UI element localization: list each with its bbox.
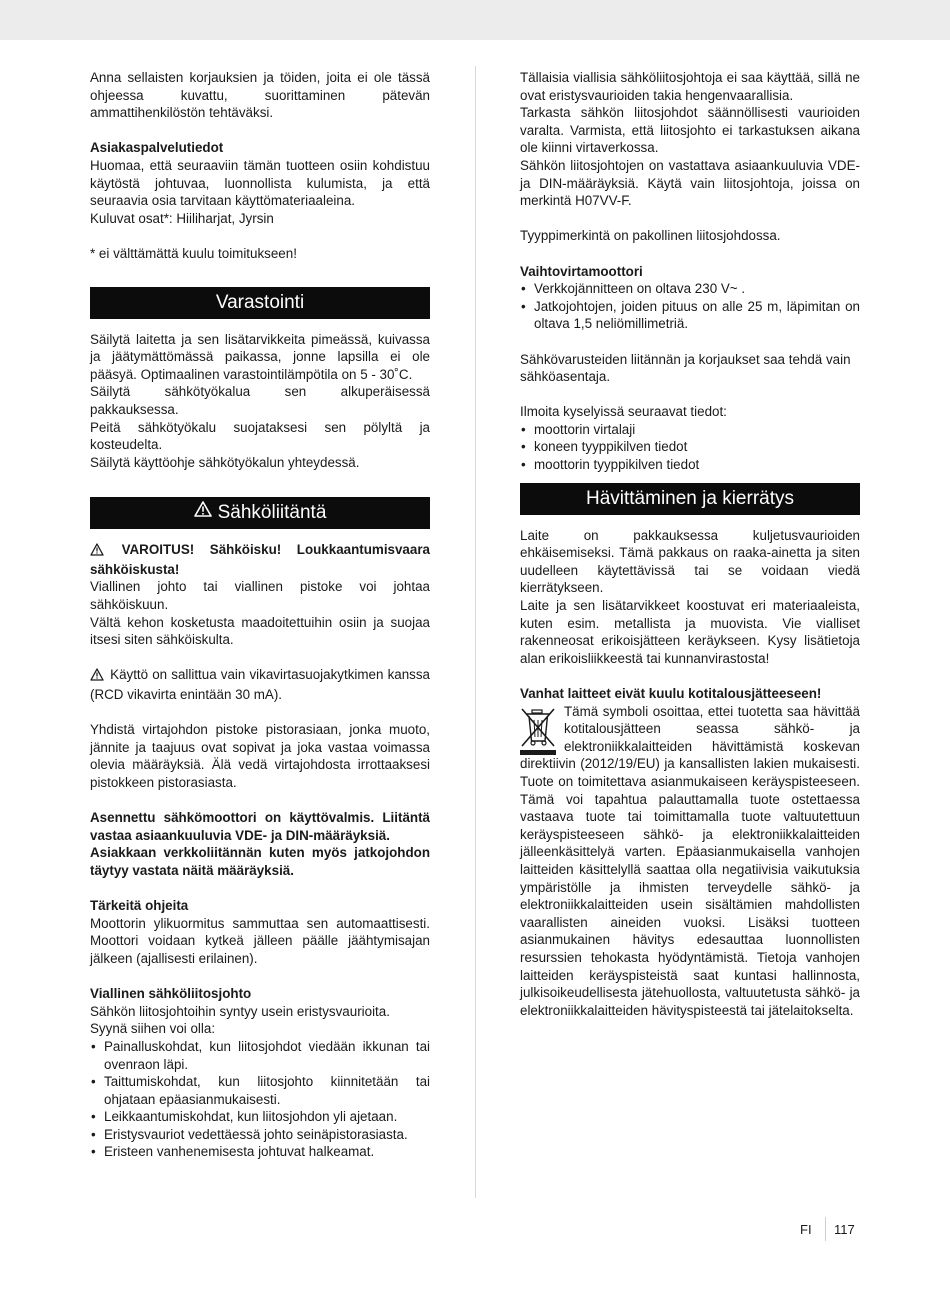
- right-column: [520, 69, 860, 1019]
- electrical-heading: [90, 497, 430, 529]
- page-number: 117: [834, 1222, 855, 1237]
- important-heading: Tärkeitä ohjeita: [90, 898, 189, 914]
- storage-heading: [90, 287, 430, 319]
- ac-motor-heading: Vaihtovirtamoottori: [520, 263, 643, 279]
- service-paragraph: Huomaa, että seuraaviin tämän tuotteen osiin kohdistuu käytöstä johtuvaa, luonnollista kulumista, ja että seuraavia osia tarvitaan käyttömateriaaleina.: [90, 157, 430, 209]
- disposal-paragraph-2: Laite ja sen lisätarvikkeet koostuvat eri materiaaleista, kuten esim. metallista ja muovista. Vie vialliset rakenneosat erikoisjätteen keräykseen. Kysy lisätietoja alan erikoisliikkeestä tai kunnanvirastosta!: [520, 598, 860, 666]
- electrician-paragraph: Sähkövarusteiden liitännän ja korjaukset saa tehdä vain sähköasentaja.: [520, 351, 851, 385]
- list-item: • moottorin virtalaji: [520, 421, 860, 439]
- rcd-paragraph: [90, 666, 430, 703]
- list-item: • Verkkojännitteen on oltava 230 V~ .: [520, 280, 860, 298]
- weee-paragraph: Tämä symboli osoittaa, ettei tuotetta saa hävittää kotitalousjätteen seassa sähkö- ja elektroniikkalaitteiden hävittämistä koskevan direktiivin (2012/19/EU) ja kansallisten lakien mukaisesti. Tuote on toimitettava asianmukaiseen keräyspisteeseen. Tämä voi tapahtua palauttamalla tuote ostettaessa vastaava tuote tai toimittamalla tuote valtuutettuun keräyspisteeseen sähkö- ja elektroniikkalaitteiden jälleenkäsittelyä varten. Epäasianmukaisella vanhojen laitteiden käsittelyllä saattaa olla negatiivisia vaikutuksia ympäristölle ja ihmisten terveydelle sähkö- ja elektroniikkalaitteiden usein sisältämien mahdollisten vaarallisten aineiden vuoksi. Lisäksi tuotteen asianmukainen hävitys edesauttaa luonnollisten resurssien tehokasta hyödyntämistä. Tietoja vanhojen laitteiden keräyspisteistä saat kuntasi hallinnosta, julkisoikeudellisesta jätehuollosta, valtuutetusta sähkö- ja elektroniikkalaitteiden hävityspisteestä tai jätelaitokselta.: [520, 703, 860, 1018]
- left-column: [90, 69, 430, 1161]
- disposal-paragraph-1: Laite on pakkauksessa kuljetusvaurioiden ehkäisemiseksi. Tämä pakkaus on raaka-ainetta ja siten uudelleen käytettävissä tai se voidaan viedä kierrätykseen.: [520, 527, 860, 596]
- storage-paragraph-4: Säilytä käyttöohje sähkötyökalun yhteydessä.: [90, 454, 360, 470]
- list-item: • Painalluskohdat, kun liitosjohdot viedään ikkunan tai ovenraon läpi.: [90, 1038, 430, 1073]
- faulty-causes-intro: Syynä siihen voi olla:: [90, 1021, 216, 1037]
- connect-paragraph: Yhdistä virtajohdon pistoke pistorasiaan, jonka muoto, jännite ja taajuus ovat sopivat ja joka vastaa voimassa olevia määräyksiä. Älä vedä virtajohdosta irrottaaksesi pistokkeen pistorasiasta.: [90, 722, 430, 790]
- list-item: • Eristysvauriot vedettäessä johto seinäpistorasiasta.: [90, 1126, 430, 1144]
- important-paragraph: Moottorin ylikuormitus sammuttaa sen automaattisesti. Moottori voidaan kytkeä jälleen päälle jäähtymisajan jälkeen (ajallisesti erilainen).: [90, 915, 430, 966]
- disposal-heading-text: Hävittäminen ja kierrätys: [585, 487, 795, 509]
- weee-heading: Vanhat laitteet eivät kuulu kotitalousjätteeseen!: [520, 686, 822, 701]
- ac-motor-list: [520, 280, 860, 333]
- list-item: • Taittumiskohdat, kun liitosjohto kiinnitetään tai ohjataan epäasianmukaisesti.: [90, 1073, 430, 1108]
- faulty-cable-heading: Viallinen sähköliitosjohto: [90, 986, 252, 1002]
- column-divider: [475, 66, 476, 1198]
- faulty-causes-list: [90, 1038, 430, 1161]
- list-item: • Eristeen vanhenemisesta johtuvat halkeamat.: [90, 1143, 430, 1161]
- storage-paragraph-1: Säilytä laitetta ja sen lisätarvikkeita pimeässä, kuivassa ja jäätymättömässä paikassa, jonne lapsilla ei ole pääsyä. Optimaalinen varastointilämpötila on 5 - 30˚C.: [90, 331, 430, 382]
- inquiry-list: [520, 421, 860, 474]
- right-paragraph-2: Tarkasta sähkön liitosjohdot säännöllisesti vaurioiden varalta. Varmista, että liitosjohto ei tarkastuksen aikana ole kiinni virtaverkossa.: [520, 105, 860, 156]
- right-paragraph-3: Sähkön liitosjohtojen on vastattava asiaankuuluvia VDE- ja DIN-määräyksiä. Käytä vain liitosjohtoja, joissa on merkintä H07VV-F.: [520, 157, 860, 209]
- top-header-band: [0, 0, 950, 40]
- list-item: • moottorin tyyppikilven tiedot: [520, 456, 860, 474]
- intro-paragraph: Anna sellaisten korjauksien ja töiden, joita ei ole tässä ohjeessa kuvattu, suorittaminen pätevän ammattihenkilöstön tehtäväksi.: [90, 70, 430, 121]
- footer-separator: [825, 1217, 826, 1241]
- inquiry-intro: Ilmoita kyselyissä seuraavat tiedot:: [520, 404, 727, 420]
- warning-triangle-icon: [90, 668, 104, 686]
- warning-triangle-icon: [90, 543, 104, 561]
- warning-paragraph-2: Vältä kehon kosketusta maadoitettuihin osiin ja suojaa itsesi siten sähköiskulta.: [90, 614, 430, 648]
- right-paragraph-4: Tyyppimerkintä on pakollinen liitosjohdossa.: [520, 228, 781, 244]
- language-code: FI: [800, 1222, 812, 1237]
- warning-triangle-icon: [194, 496, 212, 528]
- warning-title: [90, 541, 430, 578]
- faulty-cable-paragraph: Sähkön liitosjohtoihin syntyy usein eristysvaurioita.: [90, 1003, 390, 1019]
- weee-section: [520, 703, 860, 1020]
- storage-heading-text: Varastointi: [215, 291, 305, 313]
- storage-paragraph-2: Säilytä sähkötyökalua sen alkuperäisessä pakkauksessa.: [90, 384, 430, 417]
- electrical-heading-text: Sähköliitäntä: [217, 502, 327, 524]
- storage-paragraph-3: Peitä sähkötyökalu suojataksesi sen pölyltä ja kosteudelta.: [90, 419, 430, 453]
- right-paragraph-1: Tällaisia viallisia sähköliitosjohtoja ei saa käyttää, sillä ne ovat eristysvaurioiden takia hengenvaarallisia.: [520, 70, 860, 103]
- warning-title-text: VAROITUS! Sähköisku! Loukkaantumisvaara sähköiskusta!: [90, 542, 430, 577]
- service-heading: Asiakaspalvelutiedot: [90, 140, 224, 156]
- disposal-heading: [520, 483, 860, 515]
- list-item: • koneen tyyppikilven tiedot: [520, 438, 860, 456]
- footnote: * ei välttämättä kuulu toimitukseen!: [90, 245, 297, 261]
- crossed-bin-icon: [520, 705, 560, 755]
- rcd-text: Käyttö on sallittua vain vikavirtasuojakytkimen kanssa (RCD vikavirta enintään 30 mA).: [90, 667, 430, 703]
- list-item: • Jatkojohtojen, joiden pituus on alle 25 m, läpimitan on oltava 1,5 neliömillimetriä.: [520, 298, 860, 333]
- list-item: • Leikkaantumiskohdat, kun liitosjohdon yli ajetaan.: [90, 1108, 430, 1126]
- motor-ready-paragraph: Asennettu sähkömoottori on käyttövalmis. Liitäntä vastaa asiaankuuluvia VDE- ja DIN-määräyksiä.: [90, 810, 430, 843]
- customer-connection-paragraph: Asiakkaan verkkoliitännän kuten myös jatkojohdon täytyy vastata näitä määräyksiä.: [90, 845, 430, 878]
- wear-parts: Kuluvat osat*: Hiiliharjat, Jyrsin: [90, 210, 274, 226]
- warning-paragraph-1: Viallinen johto tai viallinen pistoke voi johtaa sähköiskuun.: [90, 579, 430, 613]
